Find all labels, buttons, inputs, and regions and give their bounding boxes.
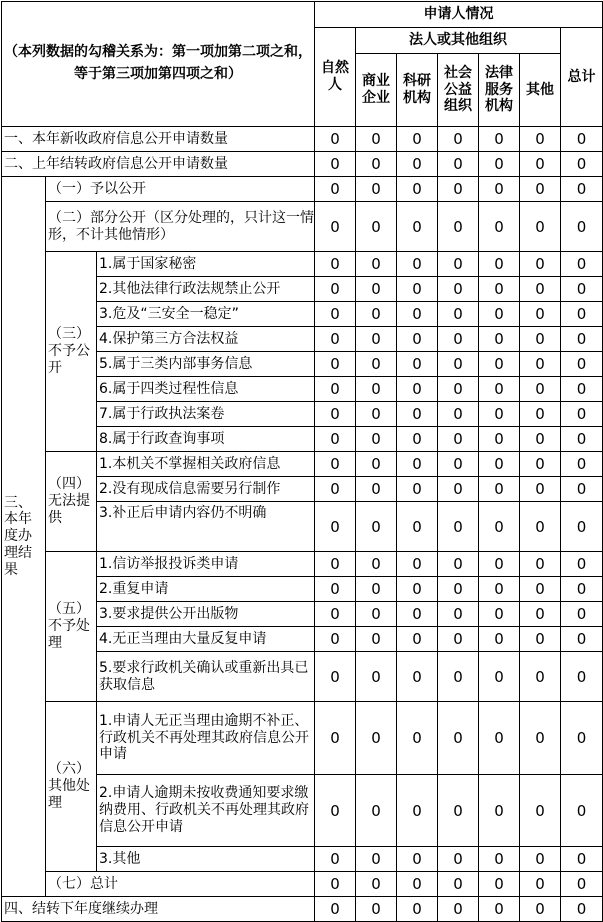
cell-value: 0	[561, 402, 603, 427]
row-label: 1.信访举报投诉类申请	[97, 552, 315, 577]
row-label: 6.属于四类过程性信息	[97, 377, 315, 402]
cell-value: 0	[479, 127, 520, 152]
cell-value: 0	[315, 602, 356, 627]
cell-value: 0	[561, 277, 603, 302]
cell-value: 0	[397, 277, 438, 302]
cell-value: 0	[315, 327, 356, 352]
cell-value: 0	[561, 152, 603, 177]
cell-value: 0	[397, 872, 438, 897]
row-label: 3.危及“三安全一稳定”	[97, 302, 315, 327]
cell-value: 0	[520, 152, 561, 177]
row-label: 2.申请人逾期未按收费通知要求缴纳费用、行政机关不再处理其政府信息公开申请	[97, 775, 315, 847]
cell-value: 0	[356, 402, 397, 427]
cell-value: 0	[356, 897, 397, 922]
cell-value: 0	[438, 302, 479, 327]
cell-value: 0	[479, 202, 520, 252]
total-header: 总计	[561, 28, 603, 127]
table-row	[2, 897, 603, 922]
cell-value: 0	[479, 402, 520, 427]
cell-value: 0	[520, 897, 561, 922]
cell-value: 0	[315, 277, 356, 302]
cell-value: 0	[397, 352, 438, 377]
cell-value: 0	[520, 177, 561, 202]
row-label: 4.保护第三方合法权益	[97, 327, 315, 352]
cell-value: 0	[561, 847, 603, 872]
cell-value: 0	[438, 377, 479, 402]
cell-value: 0	[397, 502, 438, 552]
cell-value: 0	[561, 327, 603, 352]
cell-value: 0	[561, 377, 603, 402]
cell-value: 0	[438, 872, 479, 897]
row-label: 3.补正后申请内容仍不明确	[97, 502, 315, 552]
cell-value: 0	[438, 552, 479, 577]
cell-value: 0	[397, 377, 438, 402]
cell-value: 0	[438, 652, 479, 702]
cell-value: 0	[438, 627, 479, 652]
row-label: 3.其他	[97, 847, 315, 872]
row-label: （一）予以公开	[46, 177, 315, 202]
cell-value: 0	[520, 327, 561, 352]
row-label: 1.申请人无正当理由逾期不补正、行政机关不再处理其政府信息公开申请	[97, 702, 315, 775]
cell-value: 0	[356, 872, 397, 897]
cell-value: 0	[315, 577, 356, 602]
cell-value: 0	[438, 352, 479, 377]
cell-value: 0	[397, 702, 438, 775]
cell-value: 0	[479, 897, 520, 922]
applicant-header: 申请人情况	[315, 2, 603, 28]
cell-value: 0	[356, 502, 397, 552]
cell-value: 0	[479, 452, 520, 477]
cell-value: 0	[356, 152, 397, 177]
cell-value: 0	[438, 702, 479, 775]
section-3-label: 三、本年度办理结果	[2, 177, 46, 897]
other-header: 其他	[520, 54, 561, 127]
cell-value: 0	[438, 252, 479, 277]
cell-value: 0	[315, 302, 356, 327]
cell-value: 0	[315, 897, 356, 922]
cell-value: 0	[561, 627, 603, 652]
cell-value: 0	[397, 652, 438, 702]
cell-value: 0	[315, 502, 356, 552]
cell-value: 0	[315, 847, 356, 872]
cell-value: 0	[561, 427, 603, 452]
cell-value: 0	[479, 627, 520, 652]
cell-value: 0	[397, 477, 438, 502]
cell-value: 0	[438, 202, 479, 252]
table-row	[2, 452, 603, 477]
cell-value: 0	[479, 302, 520, 327]
cell-value: 0	[479, 775, 520, 847]
cell-value: 0	[479, 377, 520, 402]
cell-value: 0	[356, 627, 397, 652]
cell-value: 0	[356, 352, 397, 377]
cell-value: 0	[520, 277, 561, 302]
row-label: （二）部分公开（区分处理的，只计这一情形，不计其他情形）	[46, 202, 315, 252]
cell-value: 0	[520, 377, 561, 402]
cell-value: 0	[397, 627, 438, 652]
section-3-6-label: （六）其他处理	[46, 702, 97, 872]
cell-value: 0	[356, 177, 397, 202]
cell-value: 0	[561, 177, 603, 202]
cell-value: 0	[520, 872, 561, 897]
table-row	[2, 152, 603, 177]
cell-value: 0	[438, 152, 479, 177]
cell-value: 0	[520, 702, 561, 775]
cell-value: 0	[315, 477, 356, 502]
cell-value: 0	[561, 202, 603, 252]
cell-value: 0	[520, 402, 561, 427]
row-label: 四、结转下年度继续办理	[2, 897, 315, 922]
cell-value: 0	[315, 775, 356, 847]
cell-value: 0	[397, 252, 438, 277]
cell-value: 0	[520, 847, 561, 872]
cell-value: 0	[315, 252, 356, 277]
cell-value: 0	[315, 352, 356, 377]
cell-value: 0	[520, 427, 561, 452]
row-label: 2.重复申请	[97, 577, 315, 602]
cell-value: 0	[479, 327, 520, 352]
cell-value: 0	[520, 252, 561, 277]
cell-value: 0	[479, 352, 520, 377]
cell-value: 0	[479, 277, 520, 302]
cell-value: 0	[479, 152, 520, 177]
cell-value: 0	[561, 452, 603, 477]
cell-value: 0	[356, 477, 397, 502]
cell-value: 0	[356, 552, 397, 577]
cell-value: 0	[438, 477, 479, 502]
row-label: 5.属于三类内部事务信息	[97, 352, 315, 377]
cell-value: 0	[438, 327, 479, 352]
cell-value: 0	[479, 177, 520, 202]
cell-value: 0	[356, 302, 397, 327]
cell-value: 0	[315, 627, 356, 652]
cell-value: 0	[479, 577, 520, 602]
cell-value: 0	[479, 602, 520, 627]
commercial-header: 商业企业	[356, 54, 397, 127]
cell-value: 0	[520, 502, 561, 552]
cell-value: 0	[315, 702, 356, 775]
cell-value: 0	[356, 452, 397, 477]
cell-value: 0	[479, 477, 520, 502]
cell-value: 0	[356, 252, 397, 277]
cell-value: 0	[479, 427, 520, 452]
section-3-4-label: （四）无法提供	[46, 452, 97, 552]
row-label: 3.要求提供公开出版物	[97, 602, 315, 627]
row-label: 2.没有现成信息需要另行制作	[97, 477, 315, 502]
cell-value: 0	[479, 872, 520, 897]
section-3-3-label: （三）不予公开	[46, 252, 97, 452]
cell-value: 0	[561, 302, 603, 327]
cell-value: 0	[356, 702, 397, 775]
research-header: 科研机构	[397, 54, 438, 127]
cell-value: 0	[397, 775, 438, 847]
cell-value: 0	[397, 897, 438, 922]
cell-value: 0	[397, 402, 438, 427]
cell-value: 0	[561, 602, 603, 627]
cell-value: 0	[561, 872, 603, 897]
cell-value: 0	[438, 602, 479, 627]
cell-value: 0	[438, 775, 479, 847]
row-label: 1.本机关不掌握相关政府信息	[97, 452, 315, 477]
cell-value: 0	[479, 702, 520, 775]
cell-value: 0	[397, 427, 438, 452]
cell-value: 0	[315, 177, 356, 202]
cell-value: 0	[438, 452, 479, 477]
cell-value: 0	[397, 302, 438, 327]
table-row	[2, 872, 603, 897]
cell-value: 0	[561, 702, 603, 775]
cell-value: 0	[356, 602, 397, 627]
row-label: 5.要求行政机关确认或重新出具已获取信息	[97, 652, 315, 702]
cell-value: 0	[561, 352, 603, 377]
cell-value: 0	[520, 577, 561, 602]
cell-value: 0	[520, 127, 561, 152]
cell-value: 0	[561, 502, 603, 552]
cell-value: 0	[356, 377, 397, 402]
cell-value: 0	[561, 552, 603, 577]
cell-value: 0	[438, 127, 479, 152]
legal-service-header: 法律服务机构	[479, 54, 520, 127]
cell-value: 0	[438, 402, 479, 427]
cell-value: 0	[479, 847, 520, 872]
cell-value: 0	[315, 652, 356, 702]
cell-value: 0	[479, 502, 520, 552]
cell-value: 0	[397, 847, 438, 872]
cell-value: 0	[520, 602, 561, 627]
row-label: 一、本年新收政府信息公开申请数量	[2, 127, 315, 152]
row-label: 7.属于行政执法案卷	[97, 402, 315, 427]
row-label: 二、上年结转政府信息公开申请数量	[2, 152, 315, 177]
cell-value: 0	[520, 552, 561, 577]
cell-value: 0	[397, 152, 438, 177]
row-label: 8.属于行政查询事项	[97, 427, 315, 452]
table-row	[2, 177, 603, 202]
cell-value: 0	[561, 652, 603, 702]
cell-value: 0	[438, 277, 479, 302]
cell-value: 0	[397, 177, 438, 202]
cell-value: 0	[561, 127, 603, 152]
cell-value: 0	[356, 327, 397, 352]
cell-value: 0	[438, 847, 479, 872]
cell-value: 0	[315, 377, 356, 402]
cell-value: 0	[479, 652, 520, 702]
row-label: 1.属于国家秘密	[97, 252, 315, 277]
section-3-5-label: （五）不予处理	[46, 552, 97, 702]
cell-value: 0	[356, 202, 397, 252]
table-row	[2, 552, 603, 577]
cell-value: 0	[561, 775, 603, 847]
cell-value: 0	[520, 352, 561, 377]
table-row	[2, 127, 603, 152]
cell-value: 0	[520, 652, 561, 702]
cell-value: 0	[561, 577, 603, 602]
cell-value: 0	[397, 602, 438, 627]
legal-entity-header: 法人或其他组织	[356, 28, 561, 54]
cell-value: 0	[315, 127, 356, 152]
cell-value: 0	[561, 477, 603, 502]
cell-value: 0	[397, 202, 438, 252]
cell-value: 0	[356, 277, 397, 302]
row-label: 2.其他法律行政法规禁止公开	[97, 277, 315, 302]
cell-value: 0	[438, 427, 479, 452]
social-welfare-header: 社会公益组织	[438, 54, 479, 127]
cell-value: 0	[438, 897, 479, 922]
cell-value: 0	[315, 427, 356, 452]
cell-value: 0	[438, 177, 479, 202]
table-row	[2, 702, 603, 775]
cell-value: 0	[315, 152, 356, 177]
cell-value: 0	[397, 452, 438, 477]
cell-value: 0	[520, 477, 561, 502]
cell-value: 0	[397, 127, 438, 152]
cell-value: 0	[438, 577, 479, 602]
cell-value: 0	[356, 577, 397, 602]
cell-value: 0	[356, 652, 397, 702]
cell-value: 0	[397, 552, 438, 577]
cell-value: 0	[315, 402, 356, 427]
cell-value: 0	[397, 327, 438, 352]
table-row	[2, 202, 603, 252]
cell-value: 0	[315, 202, 356, 252]
cell-value: 0	[438, 502, 479, 552]
row-label: 4.无正当理由大量反复申请	[97, 627, 315, 652]
cell-value: 0	[356, 847, 397, 872]
cell-value: 0	[561, 252, 603, 277]
cell-value: 0	[520, 627, 561, 652]
disclosure-table	[1, 1, 603, 922]
cell-value: 0	[520, 302, 561, 327]
cell-value: 0	[315, 872, 356, 897]
cell-value: 0	[479, 552, 520, 577]
cell-value: 0	[520, 775, 561, 847]
table-note: （本列数据的勾稽关系为：第一项加第二项之和，等于第三项加第四项之和）	[2, 2, 315, 127]
cell-value: 0	[356, 775, 397, 847]
natural-person-header: 自然人	[315, 28, 356, 127]
cell-value: 0	[397, 577, 438, 602]
cell-value: 0	[520, 202, 561, 252]
cell-value: 0	[356, 127, 397, 152]
row-label: （七）总计	[46, 872, 315, 897]
cell-value: 0	[315, 452, 356, 477]
table-row	[2, 252, 603, 277]
cell-value: 0	[520, 452, 561, 477]
cell-value: 0	[479, 252, 520, 277]
cell-value: 0	[315, 552, 356, 577]
cell-value: 0	[356, 427, 397, 452]
cell-value: 0	[561, 897, 603, 922]
